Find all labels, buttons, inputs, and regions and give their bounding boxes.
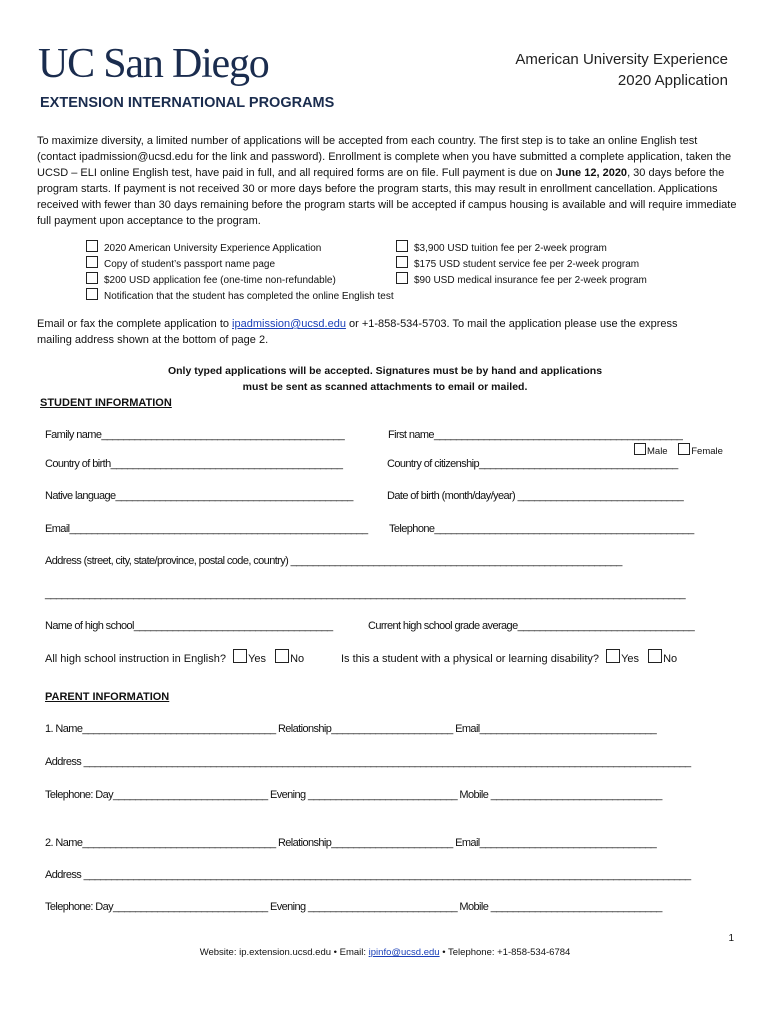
due-date: June 12, 2020 — [555, 167, 628, 179]
checkbox[interactable] — [86, 272, 98, 284]
notice: Only typed applications will be accepted. Signatures must be by hand and applications must be sent as scanned attachments to email or mailed. — [167, 365, 603, 393]
parent-info-heading: PARENT INFORMATION — [45, 691, 170, 703]
checklist-item[interactable]: Notification that the student has completed the online English test — [86, 288, 394, 304]
checklist-right — [396, 240, 647, 288]
title-line-2: 2020 Application — [617, 72, 728, 89]
student-info-heading: STUDENT INFORMATION — [40, 397, 172, 409]
parent2-address-field[interactable]: Address ______________________________________________________________________________________________________________ — [45, 869, 691, 881]
native-language-field[interactable]: Native language___________________________________________ — [45, 490, 353, 502]
checklist-left — [86, 240, 394, 304]
checkbox[interactable] — [86, 240, 98, 252]
checklist-item[interactable]: $90 USD medical insurance fee per 2-week program — [396, 272, 647, 288]
checkbox[interactable] — [86, 288, 98, 300]
english-no-checkbox[interactable] — [275, 649, 289, 663]
telephone-field[interactable]: Telephone_______________________________________________ — [389, 523, 694, 535]
page-number: 1 — [728, 933, 734, 944]
parent2-phone-row[interactable]: Telephone: Day____________________________ Evening ___________________________ Mobile _______________________________ — [45, 901, 662, 913]
checkbox[interactable] — [86, 256, 98, 268]
parent1-phone-row[interactable]: Telephone: Day____________________________ Evening ___________________________ Mobile _______________________________ — [45, 789, 662, 801]
country-of-citizenship-field[interactable]: Country of citizenship____________________________________ — [387, 458, 678, 470]
intro-text-2: , 30 days before the program starts. If payment is not received 30 or more days before the program starts, this may result in enrollment cancellation. Applications received with fewer than 30 days remaining before the program starts will be accepted if campus housing is available and will require immediate full payment upon acceptance to the program. — [37, 167, 737, 227]
parent1-name-row[interactable]: 1. Name___________________________________ Relationship______________________ Email________________________________ — [45, 723, 657, 735]
intro-text-1: To maximize diversity, a limited number of applications will be accepted from each country. The first step is to take an online English test (contact ipadmission@ucsd.edu for the link and password). Enrollment is complete when you have submitted a complete application, taken the UCSD – ELI online English test, have paid in full, and all required forms are on file. Full payment is due on — [37, 135, 732, 179]
checkbox[interactable] — [396, 272, 408, 284]
title-line-1: American University Experience — [515, 51, 728, 68]
info-email-link[interactable]: ipinfo@ucsd.edu — [368, 947, 440, 958]
high-school-field[interactable]: Name of high school____________________________________ — [45, 620, 333, 632]
address-line-2[interactable]: ____________________________________________________________________________________________________________________ — [45, 588, 686, 600]
checklist-item[interactable]: 2020 American University Experience Application — [86, 240, 394, 256]
intro-paragraph — [37, 133, 737, 229]
document-title — [515, 49, 728, 91]
country-of-birth-field[interactable]: Country of birth__________________________________________ — [45, 458, 343, 470]
checklist-item[interactable]: $175 USD student service fee per 2-week program — [396, 256, 647, 272]
family-name-field[interactable]: Family name____________________________________________ — [45, 429, 345, 441]
parent1-address-field[interactable]: Address ______________________________________________________________________________________________________________ — [45, 756, 691, 768]
first-name-field[interactable]: First name_____________________________________________ — [388, 429, 683, 441]
checkbox[interactable] — [396, 256, 408, 268]
checkbox[interactable] — [396, 240, 408, 252]
email-field[interactable]: Email______________________________________________________ — [45, 523, 368, 535]
english-instruction-question: All high school instruction in English? Yes No — [45, 649, 304, 665]
address-field[interactable]: Address (street, city, state/province, postal code, country) ____________________________________________________________ — [45, 555, 622, 567]
submission-note: Email or fax the complete application to ipadmission@ucsd.edu or +1-858-534-5703. To mail the application please use the express mailing address shown at the bottom of page 2. — [37, 318, 678, 346]
grade-average-field[interactable]: Current high school grade average________________________________ — [368, 620, 695, 632]
ucsd-logo: UC San Diego — [38, 41, 269, 87]
checklist-item[interactable]: $3,900 USD tuition fee per 2-week program — [396, 240, 647, 256]
parent2-name-row[interactable]: 2. Name___________________________________ Relationship______________________ Email________________________________ — [45, 837, 657, 849]
disability-yes-checkbox[interactable] — [606, 649, 620, 663]
male-checkbox[interactable] — [634, 443, 646, 455]
english-yes-checkbox[interactable] — [233, 649, 247, 663]
disability-no-checkbox[interactable] — [648, 649, 662, 663]
female-checkbox[interactable] — [678, 443, 690, 455]
footer-contact: Website: ip.extension.ucsd.edu • Email: ipinfo@ucsd.edu • Telephone: +1-858-534-6784 — [199, 947, 571, 958]
date-of-birth-field[interactable]: Date of birth (month/day/year) ______________________________ — [387, 490, 684, 502]
checklist-item[interactable]: Copy of student’s passport name page — [86, 256, 394, 272]
disability-question: Is this a student with a physical or learning disability? Yes No — [341, 649, 677, 665]
admission-email-link[interactable]: ipadmission@ucsd.edu — [232, 318, 346, 330]
program-subtitle: EXTENSION INTERNATIONAL PROGRAMS — [40, 95, 335, 111]
checklist-item[interactable]: $200 USD application fee (one-time non-refundable) — [86, 272, 394, 288]
gender-options: Male Female — [634, 443, 723, 459]
